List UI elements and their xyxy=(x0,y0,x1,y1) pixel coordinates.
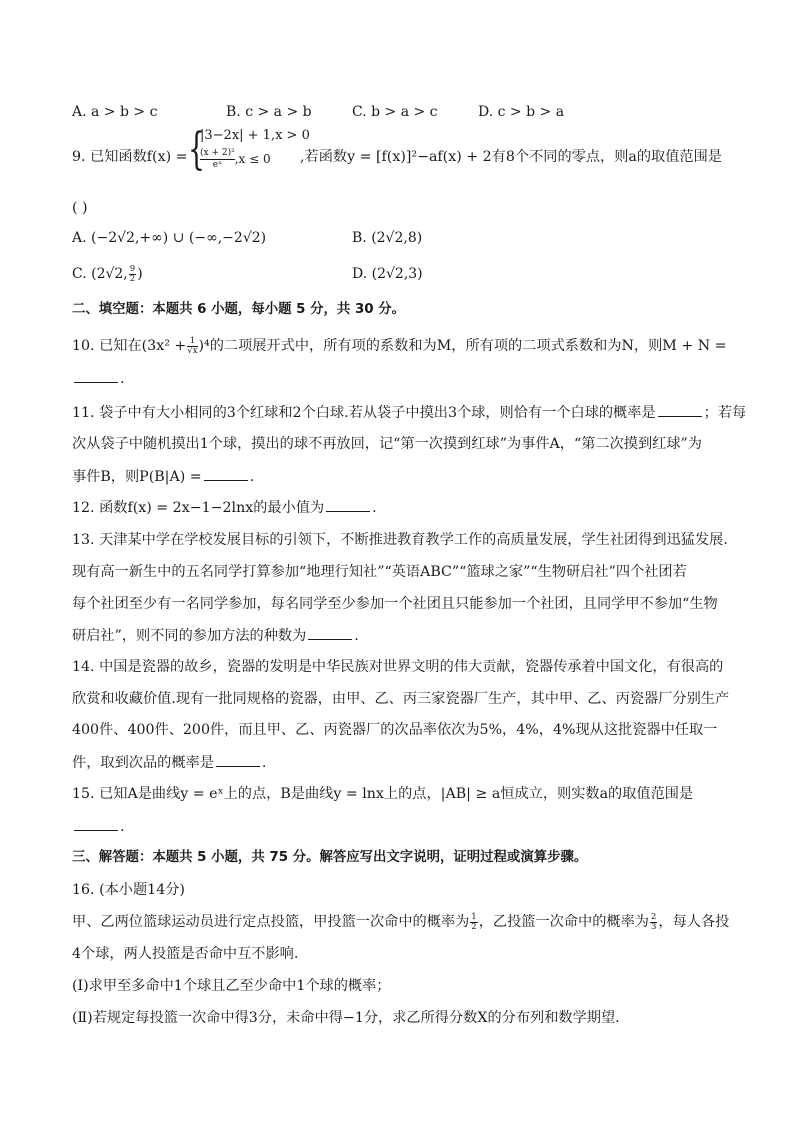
q15-answer-blank[interactable] xyxy=(74,816,118,831)
q11-l3-post: . xyxy=(249,469,255,485)
q10-line-2 xyxy=(72,368,724,389)
q10-pre: 10. 已知在(3x² + xyxy=(72,338,187,354)
q9-piece-1: |3−2x| + 1,x > 0 xyxy=(200,128,310,143)
q13-answer-blank[interactable] xyxy=(308,625,352,640)
q9-piecewise-function xyxy=(188,124,308,180)
q13-l4-post: . xyxy=(354,628,359,644)
q14-line-4 xyxy=(72,752,724,773)
q10-fraction xyxy=(187,337,197,356)
q16-part-2: (Ⅱ)若规定每投篮一次命中得3分，未命中得−1分，求乙所得分数X的分布列和数学期望. xyxy=(72,1010,620,1026)
q13-line-2: 现有高一新生中的五名同学打算参加“地理行知社”“英语ABC”“篮球之家”“生物研启社”四个社团若 xyxy=(72,564,687,580)
denominator: 2 xyxy=(471,921,477,932)
section-2-text: 二、填空题：本题共 6 小题，每小题 5 分，共 30 分。 xyxy=(72,302,406,317)
q8-option-c: C. b > a > c xyxy=(352,104,438,120)
q12-post: . xyxy=(372,500,377,516)
q9-option-b: B. (2√2,8) xyxy=(352,230,423,246)
q13-line-3: 每个社团至少有一名同学参加，每名同学至少参加一个社团且只能参加一个社团，且同学甲不参加“生物 xyxy=(72,596,718,612)
q10-answer-blank[interactable] xyxy=(74,368,118,383)
q11-line-1 xyxy=(72,402,747,423)
q11-l3-pre: 事件B，则P(B|A) = xyxy=(72,469,202,485)
q10-post: )⁴的二项展开式中，所有项的系数和为M，所有项的二项式系数和为N，则M + N = xyxy=(198,338,727,354)
q14-line-1: 14. 中国是瓷器的故乡，瓷器的发明是中华民族对世界文明的伟大贡献，瓷器传承着中国文化，有很高的 xyxy=(72,659,724,675)
q11-answer-blank-1[interactable] xyxy=(658,402,702,417)
numerator: (x + 2)² xyxy=(200,148,235,158)
section-2-heading xyxy=(72,300,724,320)
q16-fraction-2 xyxy=(650,913,657,932)
q8-option-d: D. c > b > a xyxy=(478,104,565,120)
q9-option-c-pre: C. (2√2, xyxy=(72,266,128,282)
q14-line-3: 400件、400件、200件，而且甲、乙、丙瓷器厂的次品率依次为5%，4%，4%现从这批瓷器中任取一 xyxy=(72,722,718,738)
left-brace: { xyxy=(188,124,205,175)
q12-pre: 12. 函数f(x) = 2x−1−2lnx的最小值为 xyxy=(72,500,325,516)
q9-option-c xyxy=(72,264,143,284)
q13-line-4 xyxy=(72,625,724,646)
q16-l1-post: ，每人各投 xyxy=(658,914,730,930)
q9-option-a: A. (−2√2,+∞) ∪ (−∞,−2√2) xyxy=(72,230,267,246)
q11-l1-post: ；若每 xyxy=(703,405,747,421)
q9-piece-2-condition: ,x ≤ 0 xyxy=(234,152,271,166)
q9-piece-2-fraction xyxy=(200,148,235,171)
denominator: eˣ xyxy=(212,160,222,170)
q14-line-2: 欣赏和收藏价值.现有一批同规格的瓷器，由甲、乙、丙三家瓷器厂生产，其中甲、乙、丙瓷器厂分别生产 xyxy=(72,691,730,707)
q16-line-2: 4个球，两人投篮是否命中互不影响. xyxy=(72,946,299,962)
q8-option-a: A. a > b > c xyxy=(72,104,158,120)
q16-l1-pre: 甲、乙两位篮球运动员进行定点投篮，甲投篮一次命中的概率为 xyxy=(72,914,470,930)
q10-line-1 xyxy=(72,335,727,356)
q12-answer-blank[interactable] xyxy=(326,497,370,512)
q13-l4-pre: 研启社”，则不同的参加方法的种数为 xyxy=(72,628,307,644)
q11-l1-pre: 11. 袋子中有大小相同的3个红球和2个白球.若从袋子中摸出3个球，则恰有一个白球的概率是 xyxy=(72,405,656,421)
q12-line xyxy=(72,497,724,518)
q10-end: . xyxy=(120,371,125,387)
q16-line-1 xyxy=(72,911,730,932)
q15-end: . xyxy=(120,819,125,835)
q9-option-c-post: ) xyxy=(137,266,143,282)
q16-part-1: (Ⅰ)求甲至多命中1个球且乙至少命中1个球的概率； xyxy=(72,978,391,994)
q9-prefix: 9. 已知函数f(x) = xyxy=(72,149,188,165)
q13-line-1: 13. 天津某中学在学校发展目标的引领下，不断推进教育教学工作的高质量发展，学生社团得到迅猛发展. xyxy=(72,532,728,548)
q16-l1-mid: ，乙投篮一次命中的概率为 xyxy=(478,914,649,930)
section-3-text: 三、解答题：本题共 5 小题，共 75 分。解答应写出文字说明，证明过程或演算步骤。 xyxy=(72,850,588,865)
q15-line-2 xyxy=(72,816,724,837)
q9-answer-paren: ( ) xyxy=(72,200,88,216)
denominator: 2 xyxy=(129,273,136,284)
q11-line-2: 次从袋子中随机摸出1个球，摸出的球不再放回，记“第一次摸到红球”为事件A，“第二次摸到红球”为 xyxy=(72,436,702,452)
section-3-heading xyxy=(72,848,724,868)
q14-l4-post: . xyxy=(261,755,267,771)
q16-fraction-1 xyxy=(470,913,477,932)
numerator: 2 xyxy=(650,911,657,922)
q11-answer-blank-2[interactable] xyxy=(204,466,248,481)
q9-option-d: D. (2√2,3) xyxy=(352,266,423,282)
numerator: 1 xyxy=(471,911,477,922)
q9-suffix: ,若函数y = [f(x)]²−af(x) + 2有8个不同的零点，则a的取值范围是 xyxy=(300,149,722,165)
q16-title: 16. (本小题14分) xyxy=(72,882,185,898)
denominator: √x xyxy=(187,345,198,356)
numerator: 1 xyxy=(187,337,197,347)
q11-line-3 xyxy=(72,466,724,487)
q14-answer-blank[interactable] xyxy=(216,752,260,767)
numerator: 9 xyxy=(129,263,136,274)
q15-line-1: 15. 已知A是曲线y = eˣ上的点，B是曲线y = lnx上的点，|AB| ≥ a恒成立，则实数a的取值范围是 xyxy=(72,786,694,802)
q9-piece-2 xyxy=(200,148,271,171)
q14-l4-pre: 件，取到次品的概率是 xyxy=(72,755,214,771)
q9-option-c-fraction xyxy=(129,265,136,284)
denominator: 3 xyxy=(650,921,657,932)
q8-option-b: B. c > a > b xyxy=(226,104,312,120)
